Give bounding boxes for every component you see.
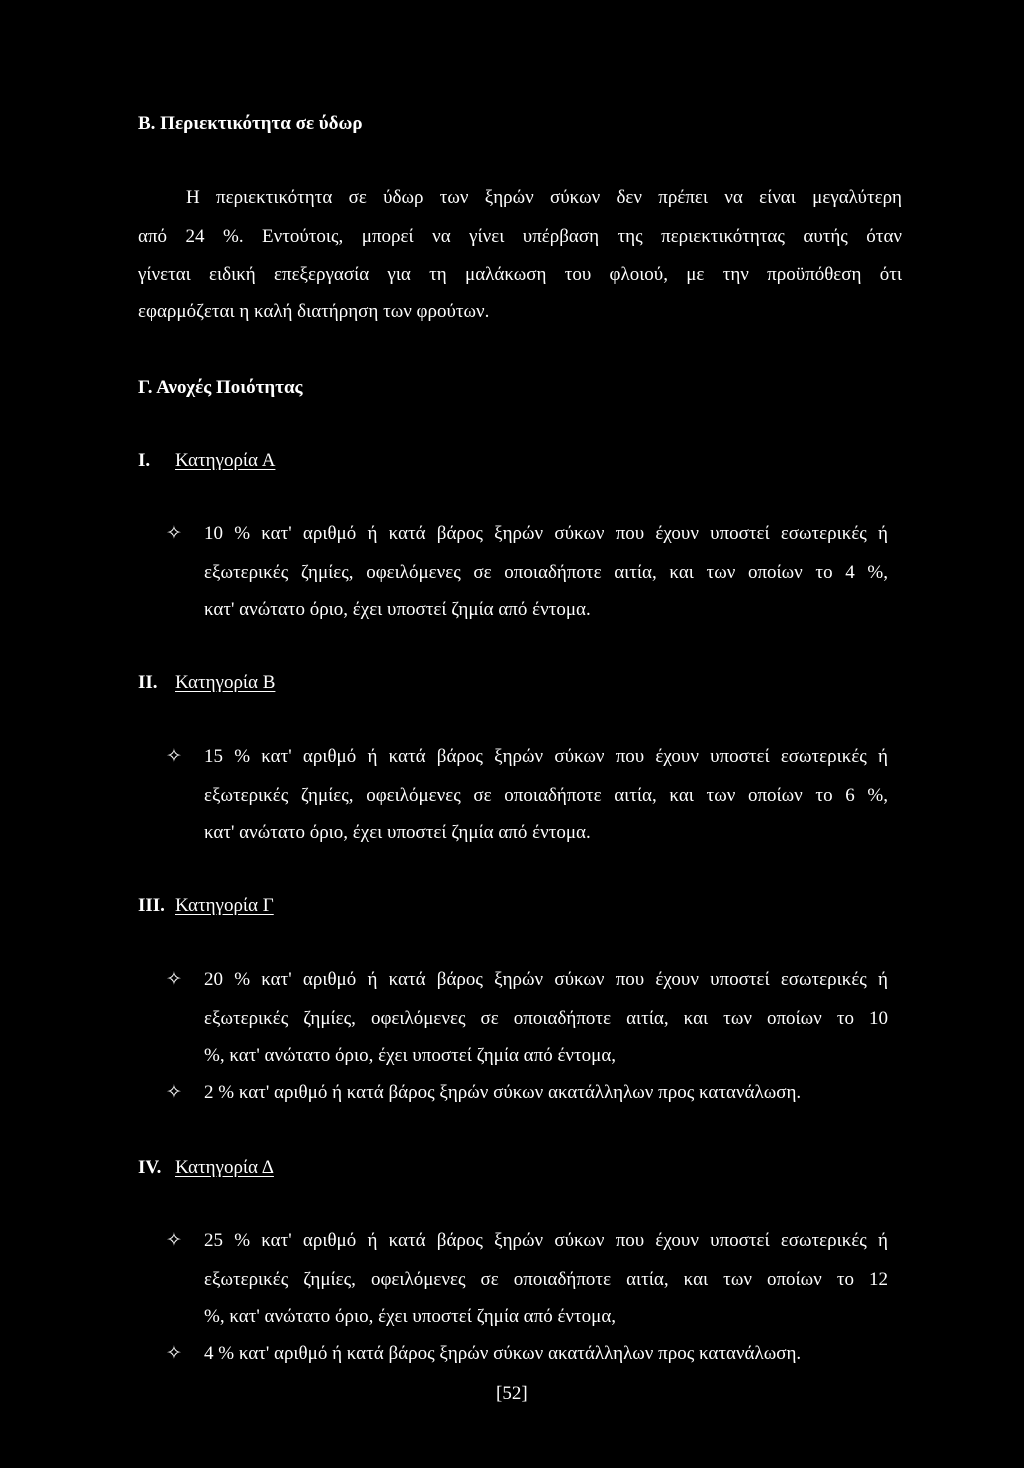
bullet-line: 20 % κατ' αριθμό ή κατά βάρος ξηρών σύκων που έχουν υποστεί εσωτερικές ή — [204, 969, 888, 990]
category-heading-b — [138, 671, 275, 695]
category-title: Κατηγορία Δ — [175, 1157, 274, 1178]
four-diamond-bullet-icon: ✧ — [166, 1082, 182, 1103]
category-heading-g — [138, 894, 274, 918]
bullet-line: εξωτερικές ζημίες, οφειλόμενες σε οποιαδήποτε αιτία, και των οποίων το 4 %, — [204, 562, 888, 583]
four-diamond-bullet-icon: ✧ — [166, 1230, 182, 1251]
four-diamond-bullet-icon: ✧ — [166, 969, 182, 990]
four-diamond-bullet-icon: ✧ — [166, 1343, 182, 1364]
bullet-line: %, κατ' ανώτατο όριο, έχει υποστεί ζημία από έντομα, — [204, 1045, 617, 1066]
paragraph-line: από 24 %. Εντούτοις, μπορεί να γίνει υπέρβαση της περιεκτικότητας αυτής όταν — [138, 226, 902, 247]
four-diamond-bullet-icon: ✧ — [166, 523, 182, 544]
section-g-heading: Γ. Ανοχές Ποιότητας — [138, 377, 303, 398]
category-title: Κατηγορία Α — [175, 450, 276, 471]
bullet-line: 15 % κατ' αριθμό ή κατά βάρος ξηρών σύκων που έχουν υποστεί εσωτερικές ή — [204, 746, 888, 767]
bullet-line: 4 % κατ' αριθμό ή κατά βάρος ξηρών σύκων ακατάλληλων προς κατανάλωση. — [204, 1343, 802, 1364]
page-number: [52] — [496, 1383, 528, 1404]
category-heading-a — [138, 449, 275, 473]
bullet-line: 10 % κατ' αριθμό ή κατά βάρος ξηρών σύκων που έχουν υποστεί εσωτερικές ή — [204, 523, 888, 544]
bullet-line: εξωτερικές ζημίες, οφειλόμενες σε οποιαδήποτε αιτία, και των οποίων το 10 — [204, 1008, 888, 1029]
section-b-heading: B. Περιεκτικότητα σε ύδωρ — [138, 113, 363, 134]
bullet-line: κατ' ανώτατο όριο, έχει υποστεί ζημία από έντομα. — [204, 822, 591, 843]
category-title: Κατηγορία Γ — [175, 895, 274, 916]
category-title: Κατηγορία Β — [175, 672, 276, 693]
bullet-line: 25 % κατ' αριθμό ή κατά βάρος ξηρών σύκων που έχουν υποστεί εσωτερικές ή — [204, 1230, 888, 1251]
category-numeral: III. — [138, 895, 165, 916]
bullet-line: 2 % κατ' αριθμό ή κατά βάρος ξηρών σύκων ακατάλληλων προς κατανάλωση. — [204, 1082, 802, 1103]
category-numeral: I. — [138, 450, 151, 471]
bullet-line: εξωτερικές ζημίες, οφειλόμενες σε οποιαδήποτε αιτία, και των οποίων το 6 %, — [204, 785, 888, 806]
paragraph-line: Η περιεκτικότητα σε ύδωρ των ξηρών σύκων δεν πρέπει να είναι μεγαλύτερη — [186, 187, 902, 208]
category-numeral: II. — [138, 672, 158, 693]
paragraph-line: εφαρμόζεται η καλή διατήρηση των φρούτων. — [138, 301, 490, 322]
paragraph-line: γίνεται ειδική επεξεργασία για τη μαλάκωση του φλοιού, με την προϋπόθεση ότι — [138, 264, 902, 285]
four-diamond-bullet-icon: ✧ — [166, 746, 182, 767]
bullet-line: κατ' ανώτατο όριο, έχει υποστεί ζημία από έντομα. — [204, 599, 591, 620]
category-heading-d — [138, 1156, 274, 1180]
category-numeral: IV. — [138, 1157, 162, 1178]
bullet-line: εξωτερικές ζημίες, οφειλόμενες σε οποιαδήποτε αιτία, και των οποίων το 12 — [204, 1269, 888, 1290]
bullet-line: %, κατ' ανώτατο όριο, έχει υποστεί ζημία από έντομα, — [204, 1306, 617, 1327]
